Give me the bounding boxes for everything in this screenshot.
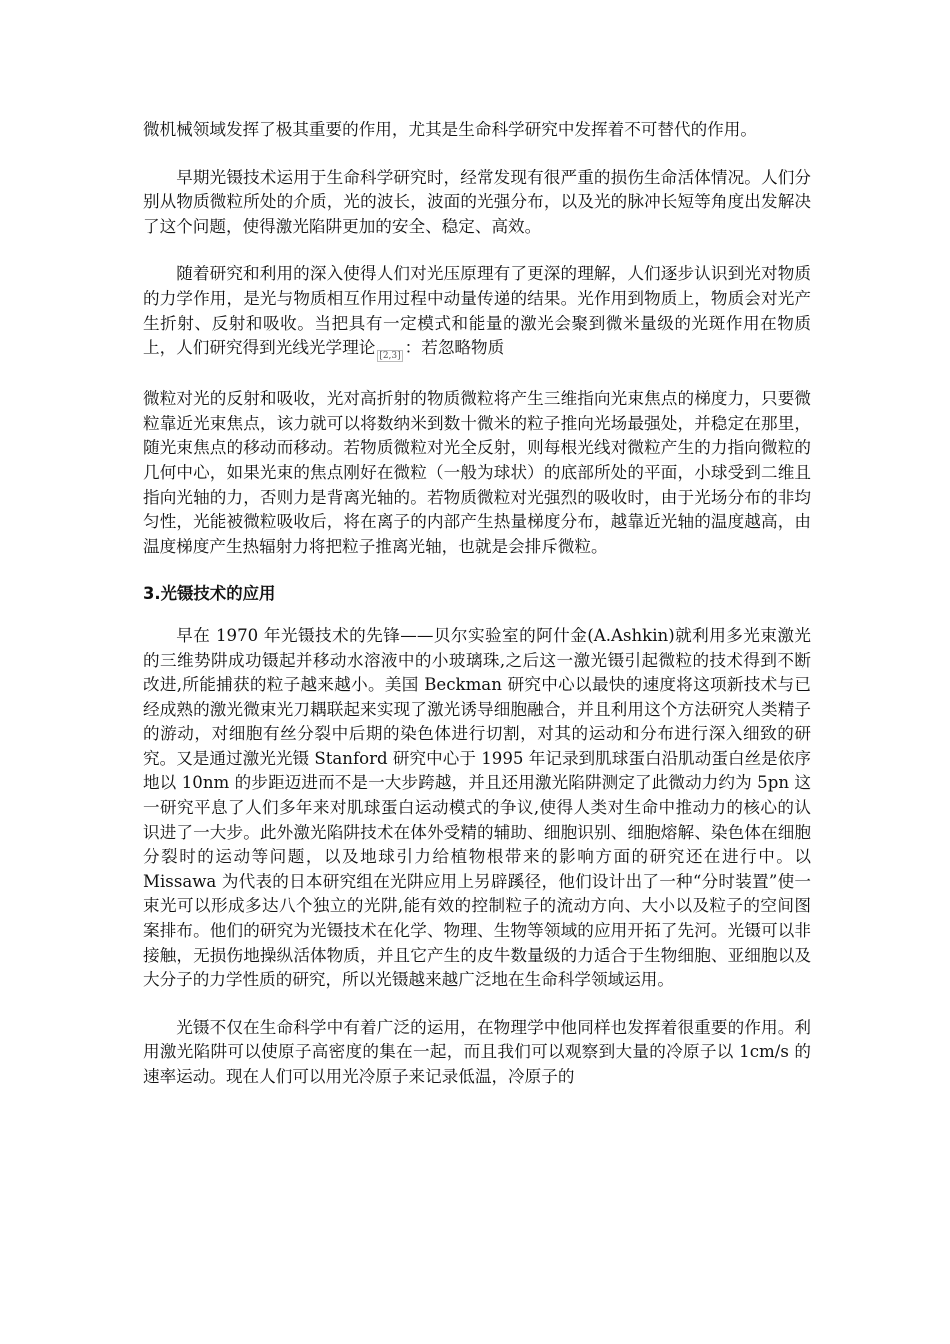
paragraph-particle-forces: 微粒对光的反射和吸收，光对高折射的物质微粒将产生三维指向光束焦点的梯度力，只要微粒靠近光束焦点，该力就可以将数纳米到数十微米的粒子推向光场最强处，并稳定在那里，随光束焦点的移动而移动。若物质微粒对光全反射，则每根光线对微粒产生的力指向微粒的几何中心，如果光束的焦点刚好在微粒（一般为球状）的底部所处的平面，小球受到二维且指向光轴的力，否则力是背离光轴的。若物质微粒对光强烈的吸收时，由于光场分布的非均匀性，光能被微粒吸收后，将在离子的内部产生热量梯度分布，越靠近光轴的温度越高，由温度梯度产生热辐射力将把粒子推离光轴，也就是会排斥微粒。	[143, 389, 811, 556]
paragraph-physics-applications: 光镊不仅在生命科学中有着广泛的运用，在物理学中他同样也发挥着很重要的作用。利用激光陷阱可以使原子高密度的集在一起，而且我们可以观察到大量的冷原子以 1cm/s 的速率运动。现在人们可以用光冷原子来记录低温，冷原子的	[143, 1017, 811, 1086]
paragraph-applications-history: 早在 1970 年光镊技术的先锋——贝尔实验室的阿什金(A.Ashkin)就利用多光束激光的三维势阱成功镊起并移动水溶液中的小玻璃珠,之后这一激光镊引起微粒的技术得到不断改进,所能捕获的粒子越来越小。美国 Beckman 研究中心以最快的速度将这项新技术与已经成熟的激光微束光刀耦联起来实现了激光诱导细胞融合，并且利用这个方法研究人类精子的游动，对细胞有丝分裂中后期的染色体进行切割，对其的运动和分布进行深入细致的研究。又是通过激光光镊 Stanford 研究中心于 1995 年记录到肌球蛋白沿肌动蛋白丝是依序地以 10nm 的步距迈进而不是一大步跨越，并且还用激光陷阱测定了此微动力约为 5pn 这一研究平息了人们多年来对肌球蛋白运动模式的争议,使得人类对生命中推动力的核心的认识进了一大步。此外激光陷阱技术在体外受精的辅助、细胞识别、细胞熔解、染色体在细胞分裂时的运动等问题，以及地球引力给植物根带来的影响方面的研究还在进行中。以 Missawa 为代表的日本研究组在光阱应用上另辟蹊径，他们设计出了一种“分时装置”使一束光可以形成多达八个独立的光阱,能有效的控制粒子的流动方向、大小以及粒子的空间图案排布。他们的研究为光镊技术在化学、物理、生物等领域的应用开拓了先河。光镊可以非接触，无损伤地操纵活体物质，并且它产生的皮牛数量级的力适合于生物细胞、亚细胞以及大分子的力学性质的研究，所以光镊越来越广泛地在生命科学领域运用。	[143, 625, 811, 990]
section-heading: 3.光镊技术的应用	[143, 584, 276, 604]
paragraph-intro-continuation: 微机械领域发挥了极其重要的作用，尤其是生命科学研究中发挥着不可替代的作用。	[143, 120, 757, 139]
paragraph-light-pressure-tail: ：若忽略物质	[404, 338, 505, 358]
paragraph-light-pressure-text: 随着研究和利用的深入使得人们对光压原理有了更深的理解，人们逐步认识到光对物质的力学作用，是光与物质相互作用过程中动量传递的结果。光作用到物质上，物质会对光产生折射、反射和吸收。当把具有一定模式和能量的激光会聚到微米量级的光斑作用在物质上，人们研究得到光线光学理论	[143, 264, 811, 358]
document-page	[143, 118, 811, 1113]
paragraph-light-pressure	[143, 262, 811, 361]
paragraph-early-optical-tweezers: 早期光镊技术运用于生命科学研究时，经常发现有很严重的损伤生命活体情况。人们分别从物质微粒所处的介质，光的波长，波面的光强分布，以及光的脉冲长短等角度出发解决了这个问题，使得激光陷阱更加的安全、稳定、高效。	[143, 167, 811, 236]
citation-marker: [2,3]	[379, 351, 401, 362]
